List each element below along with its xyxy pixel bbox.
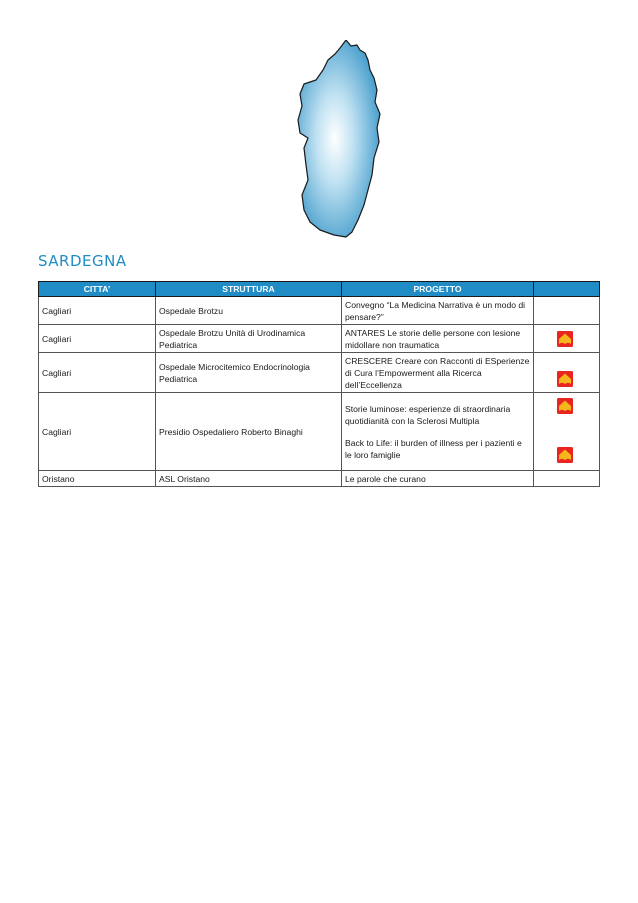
structure-cell: Ospedale Brotzu xyxy=(156,297,342,325)
project-cell xyxy=(342,297,534,325)
table-row xyxy=(39,325,600,353)
badge-cell xyxy=(534,353,600,393)
city-cell: Oristano xyxy=(39,471,156,487)
sardinia-map xyxy=(290,40,390,240)
city-cell: Cagliari xyxy=(39,353,156,393)
badge-cell xyxy=(534,325,600,353)
structure-cell: Ospedale Brotzu Unità di Urodinamica Pediatrica xyxy=(156,325,342,353)
header-structure: STRUTTURA xyxy=(156,282,342,297)
city-cell: Cagliari xyxy=(39,393,156,471)
city-cell: Cagliari xyxy=(39,297,156,325)
table-row xyxy=(39,393,600,471)
badge-cell xyxy=(534,471,600,487)
region-title: SARDEGNA xyxy=(38,252,127,270)
table-row xyxy=(39,297,600,325)
project-title: Back to Life: il burden of illness per i pazienti e le loro famiglie xyxy=(345,437,522,460)
project-title: Convegno “La Medicina Narrativa è un modo di pensare?” xyxy=(345,299,526,322)
house-award-icon xyxy=(557,331,573,347)
header-extra xyxy=(534,282,600,297)
table-row xyxy=(39,471,600,487)
house-award-icon xyxy=(557,447,573,463)
header-city: CITTA’ xyxy=(39,282,156,297)
badge-cell xyxy=(534,393,600,471)
table-row xyxy=(39,353,600,393)
project-cell xyxy=(342,325,534,353)
project-title: ANTARES Le storie delle persone con lesione midollare non traumatica xyxy=(345,327,521,350)
project-cell xyxy=(342,353,534,393)
table-header-row xyxy=(39,282,600,297)
structure-cell: ASL Oristano xyxy=(156,471,342,487)
project-cell xyxy=(342,393,534,471)
project-title: Storie luminose: esperienze di straordinaria quotidianità con la Sclerosi Multipla xyxy=(345,403,511,426)
project-title: CRESCERE Creare con Racconti di ESperienze di Cura l’Empowerment alla Ricerca dell’Eccellenza xyxy=(345,355,530,390)
badge-cell xyxy=(534,297,600,325)
house-award-icon xyxy=(557,371,573,387)
sardinia-map-icon xyxy=(290,40,390,240)
city-cell: Cagliari xyxy=(39,325,156,353)
house-award-icon xyxy=(557,398,573,414)
projects-table xyxy=(38,281,600,487)
project-cell xyxy=(342,471,534,487)
structure-cell: Ospedale Microcitemico Endocrinologia Pediatrica xyxy=(156,353,342,393)
header-project: PROGETTO xyxy=(342,282,534,297)
structure-cell: Presidio Ospedaliero Roberto Binaghi xyxy=(156,393,342,471)
project-title: Le parole che curano xyxy=(345,473,426,484)
